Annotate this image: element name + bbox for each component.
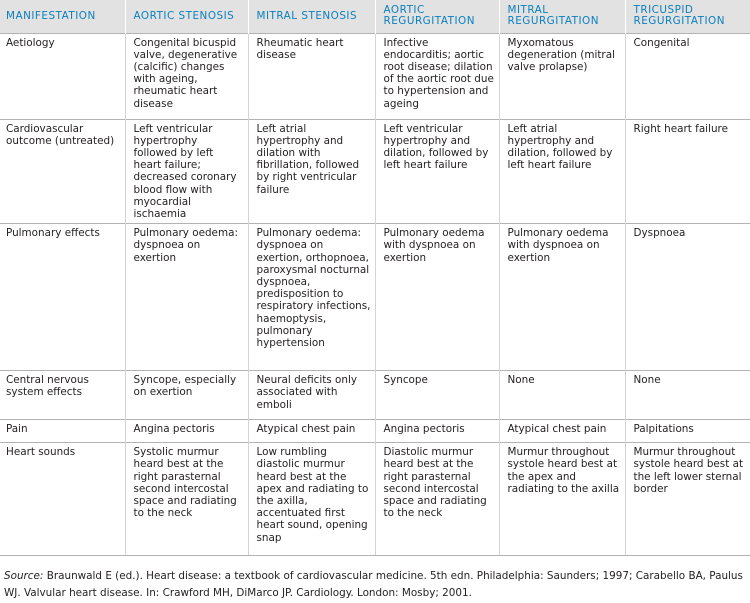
table-cell: None <box>625 371 750 420</box>
table-cell: None <box>499 371 625 420</box>
row-label: Heart sounds <box>0 443 125 556</box>
table-cell: Dyspnoea <box>625 224 750 371</box>
header-manifestation: MANIFESTATION <box>6 9 96 22</box>
table-cell: Diastolic murmur heard best at the right parasternal second intercostal space and radiating to the neck <box>375 443 499 556</box>
table-cell: Murmur throughout systole heard best at the apex and radiating to the axilla <box>499 443 625 556</box>
table-cell: Syncope <box>375 371 499 420</box>
table-cell: Left ventricular hypertrophy and dilation, followed by left heart failure <box>375 119 499 224</box>
row-label: Aetiology <box>0 33 125 119</box>
table-row-heart-sounds <box>0 443 750 556</box>
header-mitral-stenosis: MITRAL STENOSIS <box>248 0 375 33</box>
header-aortic-regurgitation: AORTIC REGURGITATION <box>375 0 499 33</box>
table-cell: Angina pectoris <box>375 420 499 443</box>
header-tricuspid-regurgitation: TRICUSPID REGURGITATION <box>625 0 750 33</box>
table-row-pulmonary-effects <box>0 224 750 371</box>
row-label: Central nervous system effects <box>0 371 125 420</box>
table-cell: Pulmonary oedema: dyspnoea on exertion <box>125 224 248 371</box>
table-cell: Myxomatous degeneration (mitral valve prolapse) <box>499 33 625 119</box>
header-aortic-stenosis: AORTIC STENOSIS <box>125 0 248 33</box>
table-cell: Atypical chest pain <box>248 420 375 443</box>
table-cell: Pulmonary oedema: dyspnoea on exertion, orthopnoea, paroxysmal nocturnal dyspnoea, predisposition to respiratory infections, haemoptysis, pulmonary hypertension <box>248 224 375 371</box>
header-mitral-regurgitation: MITRAL REGURGITATION <box>499 0 625 33</box>
table-row-pain <box>0 420 750 443</box>
source-citation <box>4 568 748 602</box>
table-cell: Atypical chest pain <box>499 420 625 443</box>
table-cell: Syncope, especially on exertion <box>125 371 248 420</box>
table-header-row <box>0 0 750 33</box>
row-label: Cardiovascular outcome (untreated) <box>0 119 125 224</box>
table-cell: Murmur throughout systole heard best at the left lower sternal border <box>625 443 750 556</box>
table-row-cardiovascular-outcome <box>0 119 750 224</box>
table-cell: Left atrial hypertrophy and dilation, followed by left heart failure <box>499 119 625 224</box>
table-cell: Angina pectoris <box>125 420 248 443</box>
table-cell: Pulmonary oedema with dyspnoea on exertion <box>499 224 625 371</box>
table-row-aetiology <box>0 33 750 119</box>
table-cell: Infective endocarditis; aortic root disease; dilation of the aortic root due to hypertension and ageing <box>375 33 499 119</box>
source-text: Braunwald E (ed.). Heart disease: a textbook of cardiovascular medicine. 5th edn. Philadelphia: Saunders; 1997; Carabello BA, Paulus WJ. Valvular heart disease. In: Crawford MH, DiMarco JP. Cardiology. London: Mosby; 2001. <box>4 570 743 599</box>
table-cell: Palpitations <box>625 420 750 443</box>
row-label: Pain <box>0 420 125 443</box>
table-cell: Left ventricular hypertrophy followed by left heart failure; decreased coronary blood flow with myocardial ischaemia <box>125 119 248 224</box>
table-cell: Low rumbling diastolic murmur heard best at the apex and radiating to the axilla, accentuated first heart sound, opening snap <box>248 443 375 556</box>
table-cell: Congenital bicuspid valve, degenerative (calcific) changes with ageing, rheumatic heart disease <box>125 33 248 119</box>
table-cell: Right heart failure <box>625 119 750 224</box>
table-cell: Rheumatic heart disease <box>248 33 375 119</box>
table-cell: Pulmonary oedema with dyspnoea on exertion <box>375 224 499 371</box>
source-label: Source: <box>4 570 44 582</box>
row-label: Pulmonary effects <box>0 224 125 371</box>
table-cell: Congenital <box>625 33 750 119</box>
table-cell: Systolic murmur heard best at the right parasternal second intercostal space and radiating to the neck <box>125 443 248 556</box>
table-cell: Neural deficits only associated with emboli <box>248 371 375 420</box>
table-cell: Left atrial hypertrophy and dilation with fibrillation, followed by right ventricular failure <box>248 119 375 224</box>
table-row-cns-effects <box>0 371 750 420</box>
